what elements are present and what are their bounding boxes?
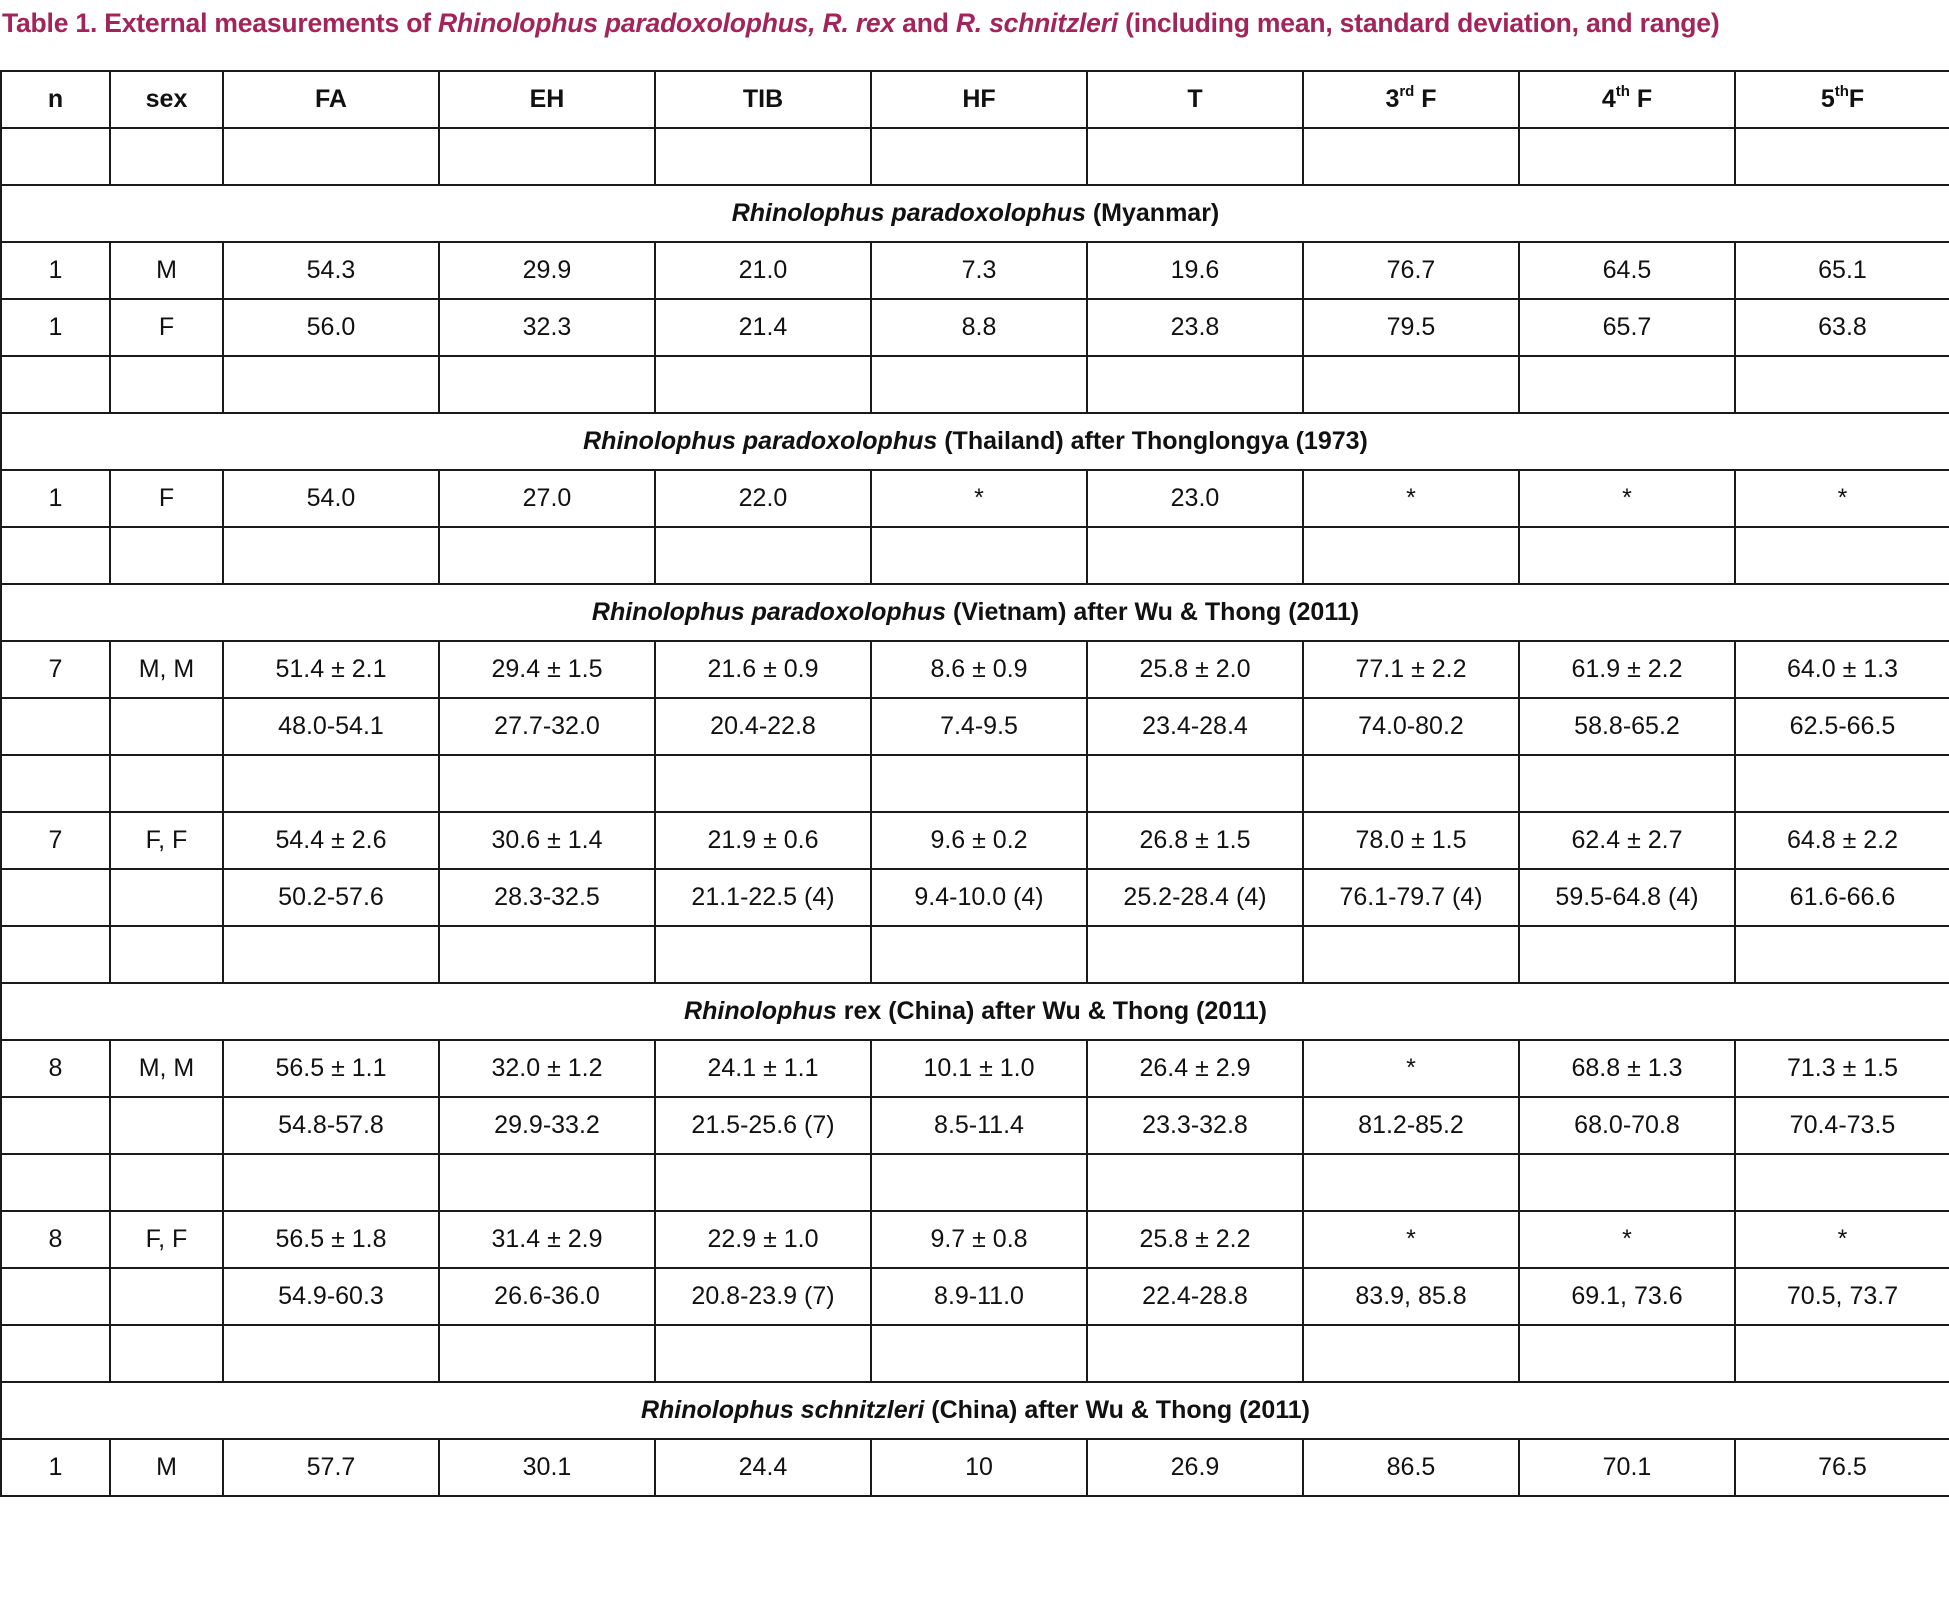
group-title: Rhinolophus paradoxolophus (Thailand) after Thonglongya (1973) — [1, 413, 1949, 470]
table-cell: 26.6-36.0 — [439, 1268, 655, 1325]
table-cell: 57.7 — [223, 1439, 439, 1496]
table-cell: 27.7-32.0 — [439, 698, 655, 755]
table-row — [1, 1097, 1949, 1154]
table-cell: 25.8 ± 2.0 — [1087, 641, 1303, 698]
table-cell: 20.8-23.9 (7) — [655, 1268, 871, 1325]
table-cell: 8.6 ± 0.9 — [871, 641, 1087, 698]
table-cell: 64.8 ± 2.2 — [1735, 812, 1949, 869]
caption-species-2: R. rex — [815, 8, 896, 38]
table-cell: 62.5-66.5 — [1735, 698, 1949, 755]
table-cell: 58.8-65.2 — [1519, 698, 1735, 755]
group-row-schnitzleri — [1, 1382, 1949, 1439]
table-cell: 26.8 ± 1.5 — [1087, 812, 1303, 869]
caption-species-1: Rhinolophus paradoxolophus, — [438, 8, 816, 38]
table-cell: 8.5-11.4 — [871, 1097, 1087, 1154]
table-cell: * — [1735, 1211, 1949, 1268]
table-cell — [110, 869, 223, 926]
table-cell: 62.4 ± 2.7 — [1519, 812, 1735, 869]
table-cell: 54.0 — [223, 470, 439, 527]
table-cell: 10 — [871, 1439, 1087, 1496]
table-cell: 81.2-85.2 — [1303, 1097, 1519, 1154]
table-cell: 79.5 — [1303, 299, 1519, 356]
header-sex: sex — [110, 71, 223, 128]
table-cell: 21.4 — [655, 299, 871, 356]
group-title: Rhinolophus paradoxolophus (Myanmar) — [1, 185, 1949, 242]
table-cell: 64.0 ± 1.3 — [1735, 641, 1949, 698]
table-cell: 32.0 ± 1.2 — [439, 1040, 655, 1097]
header-fifth-finger: 5thF — [1735, 71, 1949, 128]
table-cell — [110, 698, 223, 755]
table-cell: 54.9-60.3 — [223, 1268, 439, 1325]
table-cell: 70.4-73.5 — [1735, 1097, 1949, 1154]
table-cell: 25.2-28.4 (4) — [1087, 869, 1303, 926]
table-cell: 23.4-28.4 — [1087, 698, 1303, 755]
table-cell: 7.4-9.5 — [871, 698, 1087, 755]
table-cell: 54.8-57.8 — [223, 1097, 439, 1154]
table-row — [1, 242, 1949, 299]
table-cell: 22.4-28.8 — [1087, 1268, 1303, 1325]
empty-row — [1, 1325, 1949, 1382]
table-cell: 65.7 — [1519, 299, 1735, 356]
table-row — [1, 1211, 1949, 1268]
table-row — [1, 641, 1949, 698]
table-cell: 21.5-25.6 (7) — [655, 1097, 871, 1154]
table-cell: 61.6-66.6 — [1735, 869, 1949, 926]
table-cell: 21.1-22.5 (4) — [655, 869, 871, 926]
group-row-rex — [1, 983, 1949, 1040]
empty-row — [1, 755, 1949, 812]
table-cell: M, M — [110, 641, 223, 698]
header-hf: HF — [871, 71, 1087, 128]
table-cell — [1, 698, 110, 755]
caption-suffix: (including mean, standard deviation, and range) — [1118, 8, 1720, 38]
table-cell: * — [1303, 1040, 1519, 1097]
table-cell: 26.9 — [1087, 1439, 1303, 1496]
table-cell — [1, 1097, 110, 1154]
table-cell: 51.4 ± 2.1 — [223, 641, 439, 698]
table-cell: * — [1735, 470, 1949, 527]
group-title: Rhinolophus schnitzleri (China) after Wu & Thong (2011) — [1, 1382, 1949, 1439]
table-cell: 78.0 ± 1.5 — [1303, 812, 1519, 869]
header-fourth-finger: 4th F — [1519, 71, 1735, 128]
table-cell: 24.1 ± 1.1 — [655, 1040, 871, 1097]
group-row-thailand — [1, 413, 1949, 470]
table-cell: 8.9-11.0 — [871, 1268, 1087, 1325]
table-cell: 48.0-54.1 — [223, 698, 439, 755]
table-cell: 23.8 — [1087, 299, 1303, 356]
table-cell: M, M — [110, 1040, 223, 1097]
table-cell: 29.4 ± 1.5 — [439, 641, 655, 698]
table-cell: 77.1 ± 2.2 — [1303, 641, 1519, 698]
table-cell: 86.5 — [1303, 1439, 1519, 1496]
table-cell: 59.5-64.8 (4) — [1519, 869, 1735, 926]
table-cell: 29.9-33.2 — [439, 1097, 655, 1154]
table-cell: F, F — [110, 1211, 223, 1268]
table-cell: M — [110, 242, 223, 299]
table-cell: 32.3 — [439, 299, 655, 356]
table-cell: 19.6 — [1087, 242, 1303, 299]
table-cell: 56.5 ± 1.1 — [223, 1040, 439, 1097]
table-cell: 9.4-10.0 (4) — [871, 869, 1087, 926]
table-cell: 70.1 — [1519, 1439, 1735, 1496]
table-cell: 69.1, 73.6 — [1519, 1268, 1735, 1325]
header-t: T — [1087, 71, 1303, 128]
table-cell: 25.8 ± 2.2 — [1087, 1211, 1303, 1268]
table-cell: 76.5 — [1735, 1439, 1949, 1496]
table-cell: 1 — [1, 1439, 110, 1496]
table-cell: * — [1519, 470, 1735, 527]
table-row — [1, 1268, 1949, 1325]
empty-row — [1, 926, 1949, 983]
table-cell: M — [110, 1439, 223, 1496]
table-cell: 29.9 — [439, 242, 655, 299]
group-row-vietnam — [1, 584, 1949, 641]
table-cell: 26.4 ± 2.9 — [1087, 1040, 1303, 1097]
table-cell: 50.2-57.6 — [223, 869, 439, 926]
table-cell: 23.0 — [1087, 470, 1303, 527]
table-cell: 1 — [1, 242, 110, 299]
table-cell: 9.7 ± 0.8 — [871, 1211, 1087, 1268]
empty-row — [1, 527, 1949, 584]
table-row — [1, 698, 1949, 755]
table-cell: 20.4-22.8 — [655, 698, 871, 755]
header-row — [1, 71, 1949, 128]
header-fa: FA — [223, 71, 439, 128]
table-cell — [110, 1097, 223, 1154]
table-cell: 65.1 — [1735, 242, 1949, 299]
header-tib: TIB — [655, 71, 871, 128]
caption-prefix: Table 1. External measurements of — [2, 8, 439, 38]
table-row — [1, 299, 1949, 356]
header-third-finger: 3rd F — [1303, 71, 1519, 128]
table-row — [1, 1439, 1949, 1496]
table-cell: 9.6 ± 0.2 — [871, 812, 1087, 869]
table-cell: 27.0 — [439, 470, 655, 527]
table-cell: 76.1-79.7 (4) — [1303, 869, 1519, 926]
group-title: Rhinolophus paradoxolophus (Vietnam) after Wu & Thong (2011) — [1, 584, 1949, 641]
table-cell: F, F — [110, 812, 223, 869]
table-cell: 31.4 ± 2.9 — [439, 1211, 655, 1268]
table-cell: 83.9, 85.8 — [1303, 1268, 1519, 1325]
table-cell: 74.0-80.2 — [1303, 698, 1519, 755]
table-cell — [110, 1268, 223, 1325]
measurements-table — [0, 70, 1949, 1497]
table-cell: 8.8 — [871, 299, 1087, 356]
table-cell: * — [1303, 1211, 1519, 1268]
table-cell: 21.0 — [655, 242, 871, 299]
table-cell: 70.5, 73.7 — [1735, 1268, 1949, 1325]
table-cell: * — [1519, 1211, 1735, 1268]
table-cell: 7 — [1, 812, 110, 869]
table-cell: 68.0-70.8 — [1519, 1097, 1735, 1154]
group-title: Rhinolophus rex (China) after Wu & Thong (2011) — [1, 983, 1949, 1040]
table-cell: 8 — [1, 1040, 110, 1097]
empty-row — [1, 128, 1949, 185]
header-eh: EH — [439, 71, 655, 128]
table-cell: 76.7 — [1303, 242, 1519, 299]
table-cell: 7 — [1, 641, 110, 698]
table-cell — [1, 869, 110, 926]
table-cell: 30.6 ± 1.4 — [439, 812, 655, 869]
table-cell: 10.1 ± 1.0 — [871, 1040, 1087, 1097]
table-cell: 21.6 ± 0.9 — [655, 641, 871, 698]
table-cell: 22.9 ± 1.0 — [655, 1211, 871, 1268]
caption-and: and — [895, 8, 956, 38]
table-cell: 56.5 ± 1.8 — [223, 1211, 439, 1268]
table-cell: * — [1303, 470, 1519, 527]
table-cell: 63.8 — [1735, 299, 1949, 356]
table-cell: 71.3 ± 1.5 — [1735, 1040, 1949, 1097]
table-row — [1, 812, 1949, 869]
table-cell: 64.5 — [1519, 242, 1735, 299]
table-cell: 7.3 — [871, 242, 1087, 299]
table-cell: 1 — [1, 299, 110, 356]
table-cell: 56.0 — [223, 299, 439, 356]
table-cell: * — [871, 470, 1087, 527]
caption-species-3: R. schnitzleri — [955, 8, 1118, 38]
group-row-myanmar — [1, 185, 1949, 242]
table-cell: 8 — [1, 1211, 110, 1268]
table-caption — [2, 8, 1947, 39]
table-row — [1, 470, 1949, 527]
table-cell: 21.9 ± 0.6 — [655, 812, 871, 869]
table-cell: F — [110, 299, 223, 356]
empty-row — [1, 1154, 1949, 1211]
table-cell: 28.3-32.5 — [439, 869, 655, 926]
table-cell: 54.4 ± 2.6 — [223, 812, 439, 869]
header-n: n — [1, 71, 110, 128]
table-row — [1, 869, 1949, 926]
table-cell: F — [110, 470, 223, 527]
empty-row — [1, 356, 1949, 413]
table-cell: 1 — [1, 470, 110, 527]
table-cell: 54.3 — [223, 242, 439, 299]
table-cell: 61.9 ± 2.2 — [1519, 641, 1735, 698]
table-cell: 68.8 ± 1.3 — [1519, 1040, 1735, 1097]
table-cell — [1, 1268, 110, 1325]
table-row — [1, 1040, 1949, 1097]
table-cell: 24.4 — [655, 1439, 871, 1496]
table-cell: 22.0 — [655, 470, 871, 527]
table-cell: 30.1 — [439, 1439, 655, 1496]
table-cell: 23.3-32.8 — [1087, 1097, 1303, 1154]
